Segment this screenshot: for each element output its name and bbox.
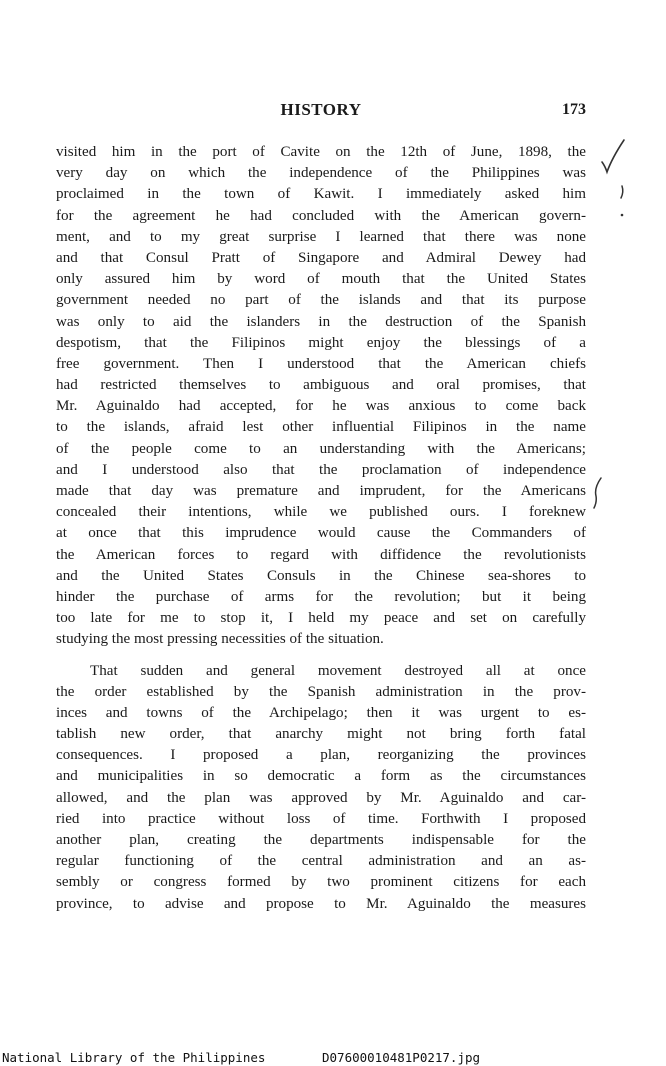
text-line: another plan, creating the departments indispensable for the (56, 832, 586, 848)
text-line: free government. Then I understood that the American chiefs (56, 355, 586, 372)
text-line: and the United States Consuls in the Chinese sea-shores to (56, 567, 586, 584)
footer-source: National Library of the Philippines (2, 1050, 266, 1065)
body-text (56, 142, 586, 915)
text-line: and I understood also that the proclamation of independence (56, 461, 586, 478)
text-line: ment, and to my great surprise I learned that there was none (56, 228, 586, 245)
text-line: concealed their intentions, while we published ours. I foreknew (56, 504, 586, 521)
text-line: of the people come to an understanding with the Americans; (56, 440, 586, 457)
text-line: for the agreement he had concluded with the American govern- (56, 207, 586, 224)
text-line: tablish new order, that anarchy might not bring forth fatal (56, 726, 586, 743)
text-line: was only to aid the islanders in the destruction of the Spanish (56, 313, 586, 330)
text-line: had restricted themselves to ambiguous and oral promises, that (56, 377, 586, 394)
text-line: to the islands, afraid lest other influential Filipinos in the name (56, 419, 586, 436)
text-line: studying the most pressing necessities of the situation. (56, 631, 384, 648)
text-line: the order established by the Spanish administration in the prov- (56, 683, 586, 700)
text-line: too late for me to stop it, I held my peace and set on carefully (56, 610, 586, 627)
text-line: and that Consul Pratt of Singapore and Admiral Dewey had (56, 249, 586, 266)
text-line: allowed, and the plan was approved by Mr. Aguinaldo and car- (56, 789, 586, 806)
text-line: proclaimed in the town of Kawit. I immediately asked him (56, 186, 586, 203)
text-line: the American forces to regard with diffidence the revolutionists (56, 546, 586, 563)
paragraph-2 (56, 661, 586, 915)
pencil-tick-mark-icon (616, 184, 628, 220)
paragraph-1 (56, 142, 586, 651)
text-line: and municipalities in so democratic a form as the circumstances (56, 768, 586, 785)
text-line: made that day was premature and imprudent, for the Americans (56, 483, 586, 499)
text-line: only assured him by word of mouth that the United States (56, 271, 586, 288)
text-line: That sudden and general movement destroyed all at once (90, 662, 586, 679)
footer-filename: D07600010481P0217.jpg (322, 1050, 481, 1065)
text-line: despotism, that the Filipinos might enjoy the blessings of a (56, 334, 586, 351)
text-line: government needed no part of the islands and that its purpose (56, 292, 586, 309)
paragraph-gap (56, 651, 586, 661)
pencil-bracket-mark-icon (590, 476, 606, 510)
running-title: HISTORY (280, 100, 362, 119)
text-line: consequences. I proposed a plan, reorganizing the provinces (56, 747, 586, 764)
text-line: hinder the purchase of arms for the revolution; but it being (56, 588, 586, 605)
text-line: at once that this imprudence would cause the Commanders of (56, 525, 586, 542)
pencil-checkmark-icon (598, 136, 628, 176)
text-line: regular functioning of the central administration and an as- (56, 853, 586, 870)
page-number: 173 (562, 101, 586, 118)
text-line: inces and towns of the Archipelago; then it was urgent to es- (56, 704, 586, 721)
text-line: Mr. Aguinaldo had accepted, for he was anxious to come back (56, 398, 586, 415)
running-head (56, 100, 586, 124)
text-line: sembly or congress formed by two prominent citizens for each (56, 874, 586, 891)
text-line: very day on which the independence of the Philippines was (56, 165, 586, 182)
text-line: province, to advise and propose to Mr. Aguinaldo the measures (56, 895, 586, 912)
text-line: ried into practice without loss of time. Forthwith I proposed (56, 810, 586, 827)
text-line: visited him in the port of Cavite on the 12th of June, 1898, the (56, 144, 586, 160)
